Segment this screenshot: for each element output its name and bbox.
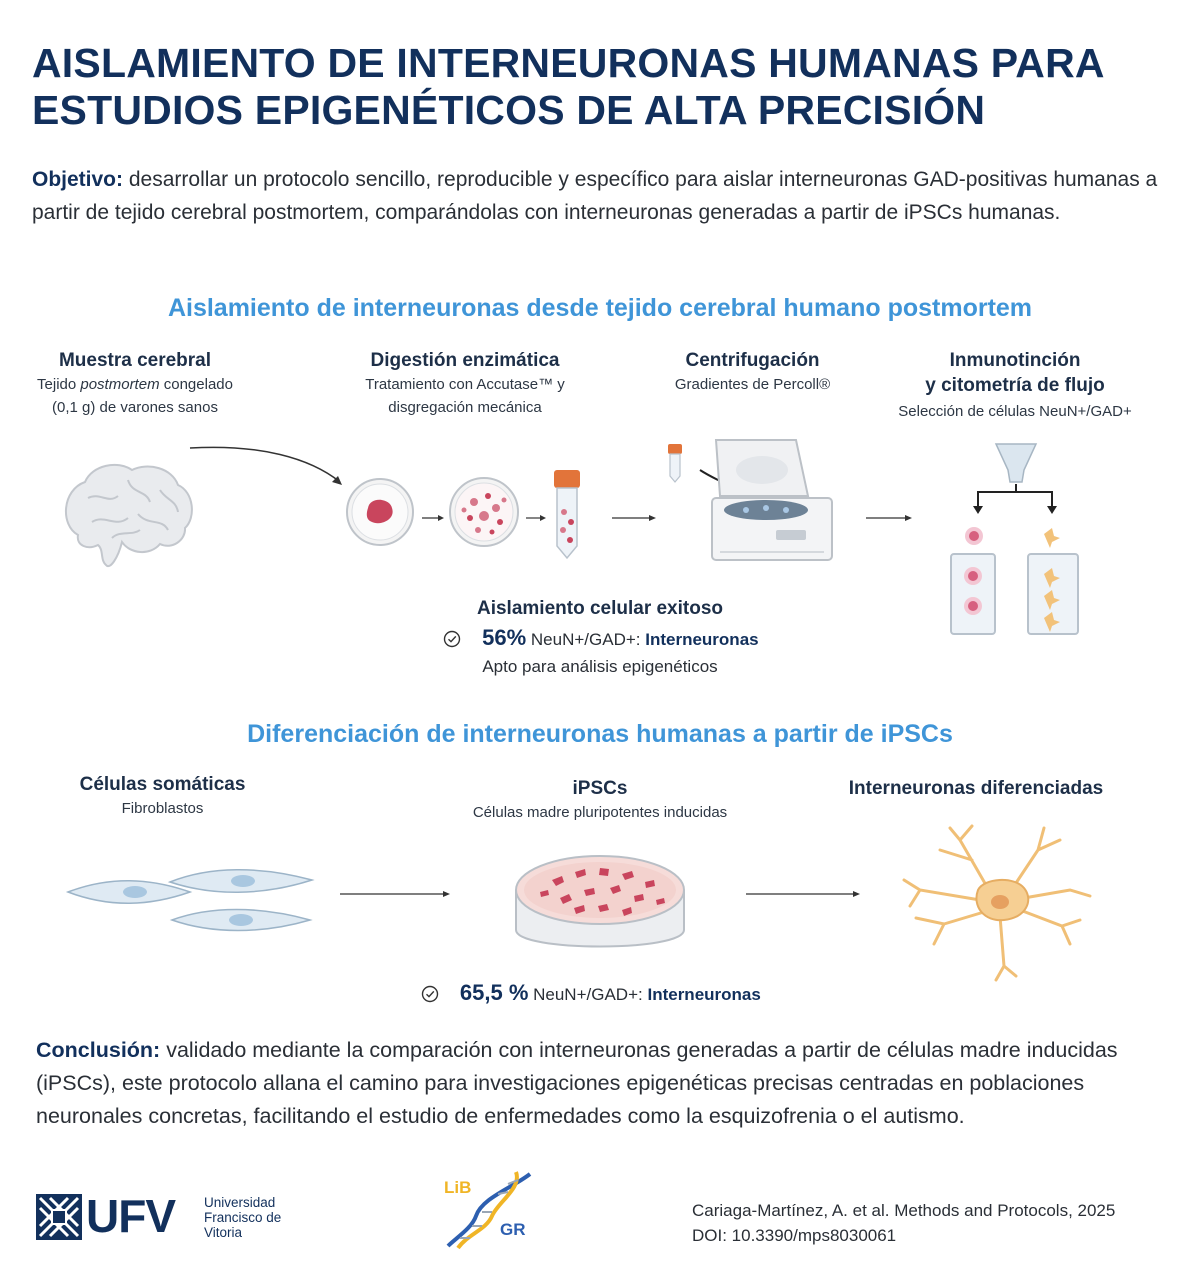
step-title-2: y citometría de flujo bbox=[925, 375, 1105, 396]
step-desc: Tejido postmortem congelado bbox=[37, 376, 233, 393]
citation-reference: Cariaga-Martínez, A. et al. Methods and Protocols, 2025 bbox=[692, 1201, 1116, 1220]
step-desc: Gradientes de Percoll® bbox=[674, 376, 831, 393]
result-percentage: 65,5 % bbox=[459, 980, 529, 1005]
brain-icon bbox=[66, 465, 192, 566]
step-desc-2: (0,1 g) de varones sanos bbox=[52, 399, 218, 416]
ufv-logo bbox=[36, 1192, 316, 1242]
section-1-result bbox=[350, 596, 850, 677]
result-marker: NeuN+/GAD+: bbox=[530, 630, 641, 649]
ufv-name: Universidad Francisco de Vitoria bbox=[204, 1195, 282, 1240]
step-desc: Selección de células NeuN+/GAD+ bbox=[898, 403, 1132, 420]
small-tube-icon bbox=[668, 444, 682, 482]
step-title: Células somáticas bbox=[79, 774, 246, 795]
lib-text: LiB bbox=[444, 1178, 472, 1197]
citation bbox=[692, 1198, 1172, 1248]
step-centrifugation bbox=[640, 348, 865, 396]
ipsc-dish-icon bbox=[516, 856, 684, 947]
step-title: iPSCs bbox=[572, 778, 628, 799]
flow-cytometry-icon bbox=[951, 444, 1078, 634]
step-desc: Tratamiento con Accutase™ y bbox=[365, 376, 565, 393]
check-circle-icon bbox=[419, 985, 441, 1008]
step-immunostaining bbox=[875, 348, 1155, 423]
step-desc-2: disgregación mecánica bbox=[388, 399, 542, 416]
section-2-title: Diferenciación de interneuronas humanas a partir de iPSCs bbox=[247, 720, 953, 748]
section-2-result bbox=[380, 980, 800, 1008]
falcon-tube-icon bbox=[554, 470, 580, 558]
fibroblast-icon bbox=[68, 870, 312, 931]
centrifuge-icon bbox=[712, 440, 832, 560]
gr-text: GR bbox=[500, 1220, 526, 1239]
step-differentiated-interneurons bbox=[820, 776, 1132, 801]
step-desc: Células madre pluripotentes inducidas bbox=[472, 804, 728, 821]
objective-paragraph bbox=[32, 163, 1172, 229]
result-marker: NeuN+/GAD+: bbox=[533, 985, 643, 1004]
objective-text: desarrollar un protocolo sencillo, reproducible y específico para aislar interneuronas GAD-positivas humanas a partir de tejido cerebral postmortem, comparándolas con interneuronas generadas a partir de iPSCs humanas. bbox=[32, 168, 1158, 224]
step-title: Digestión enzimática bbox=[370, 350, 560, 371]
result-label: Interneuronas bbox=[647, 985, 761, 1004]
result-note: Apto para análisis epigenéticos bbox=[482, 657, 718, 676]
step-enzymatic-digestion bbox=[320, 348, 610, 419]
petri-dish-icon bbox=[347, 479, 413, 545]
ufv-logo-icon bbox=[36, 1194, 82, 1240]
step-brain-sample bbox=[10, 348, 260, 419]
result-line bbox=[350, 625, 850, 653]
conclusion-text: validado mediante la comparación con interneuronas generadas a partir de células madre inducidas (iPSCs), este protocolo allana el camino para investigaciones epigenéticas precisas centradas en poblaciones neuronales concretas, facilitando el estudio de enfermedades como la esquizofrenia o el autismo. bbox=[36, 1038, 1118, 1128]
result-label: Interneuronas bbox=[645, 630, 759, 649]
objective-label: Objetivo: bbox=[32, 168, 124, 191]
lib-gr-logo bbox=[442, 1168, 542, 1252]
step-desc: Fibroblastos bbox=[121, 800, 204, 817]
step-title: Interneuronas diferenciadas bbox=[848, 778, 1104, 799]
page-title bbox=[32, 40, 1182, 134]
section-2-illustrations bbox=[0, 820, 1200, 980]
citation-doi: DOI: 10.3390/mps8030061 bbox=[692, 1226, 897, 1245]
title-line-1: AISLAMIENTO DE INTERNEURONAS HUMANAS PARA bbox=[32, 40, 1105, 86]
section-1-title: Aislamiento de interneuronas desde tejido cerebral humano postmortem bbox=[167, 294, 1033, 322]
petri-dish-digested-icon bbox=[450, 478, 518, 546]
result-title: Aislamiento celular exitoso bbox=[476, 598, 724, 619]
conclusion-label: Conclusión: bbox=[36, 1038, 161, 1062]
step-title: Centrifugación bbox=[685, 350, 820, 371]
check-circle-icon bbox=[441, 630, 463, 653]
title-line-2: ESTUDIOS EPIGENÉTICOS DE ALTA PRECISIÓN bbox=[32, 87, 986, 133]
conclusion-paragraph bbox=[36, 1034, 1176, 1133]
step-ipscs bbox=[430, 776, 770, 824]
step-title: Inmunotinción bbox=[949, 350, 1081, 371]
step-somatic-cells bbox=[40, 772, 285, 820]
ufv-wordmark: UFV bbox=[86, 1190, 175, 1242]
arrow-icon bbox=[190, 447, 340, 482]
result-percentage: 56% bbox=[482, 625, 527, 650]
step-title: Muestra cerebral bbox=[58, 350, 212, 371]
